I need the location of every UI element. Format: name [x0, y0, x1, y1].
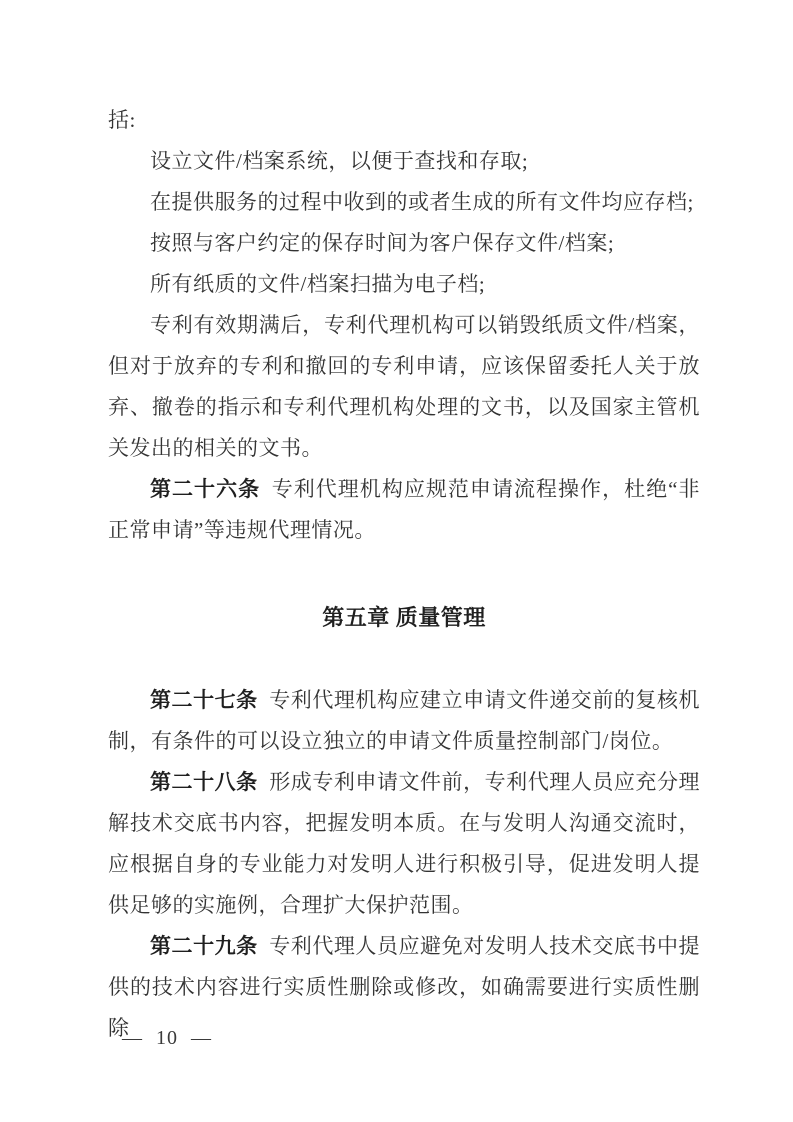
list-item: 按照与客户约定的保存时间为客户保存文件/档案; — [150, 231, 615, 255]
chapter-heading: 第五章 质量管理 — [322, 605, 486, 630]
article-27-text: 专利代理机构应建立申请文件递交前的复核机制，有条件的可以设立独立的申请文件质量控制部门/岗位。 — [108, 688, 701, 753]
article-27-paragraph — [108, 680, 700, 762]
article-26-text: 专利代理机构应规范申请流程操作，杜绝“非正常申请”等违规代理情况。 — [108, 477, 701, 542]
article-26-label: 第二十六条 — [150, 477, 261, 501]
article-29-text: 专利代理人员应避免对发明人技术交底书中提供的技术内容进行实质性删除或修改，如确需要进行实质性删除 — [108, 934, 701, 1040]
list-item: 在提供服务的过程中收到的或者生成的所有文件均应存档; — [150, 190, 694, 214]
page-body-text — [108, 100, 700, 1049]
paragraph-archive-destruction: 专利有效期满后，专利代理机构可以销毁纸质文件/档案，但对于放弃的专利和撤回的专利申请，应该保留委托人关于放弃、撤卷的指示和专利代理机构处理的文书，以及国家主管机关发出的相关的文书。 — [108, 313, 700, 460]
page-number: — 10 — — [122, 1027, 212, 1049]
list-item: 设立文件/档案系统，以便于查找和存取; — [150, 149, 529, 173]
article-28-text: 形成专利申请文件前，专利代理人员应充分理解技术交底书内容，把握发明本质。在与发明人沟通交流时，应根据自身的专业能力对发明人进行积极引导，促进发明人提供足够的实施例，合理扩大保护范围。 — [108, 770, 701, 917]
list-item: 所有纸质的文件/档案扫描为电子档; — [150, 272, 486, 296]
article-27-label: 第二十七条 — [150, 688, 258, 712]
continued-paragraph-fragment: 括: — [108, 108, 136, 132]
article-29-label: 第二十九条 — [150, 934, 258, 958]
article-28-paragraph — [108, 762, 700, 926]
article-28-label: 第二十八条 — [150, 770, 258, 794]
article-26-paragraph — [108, 469, 700, 551]
